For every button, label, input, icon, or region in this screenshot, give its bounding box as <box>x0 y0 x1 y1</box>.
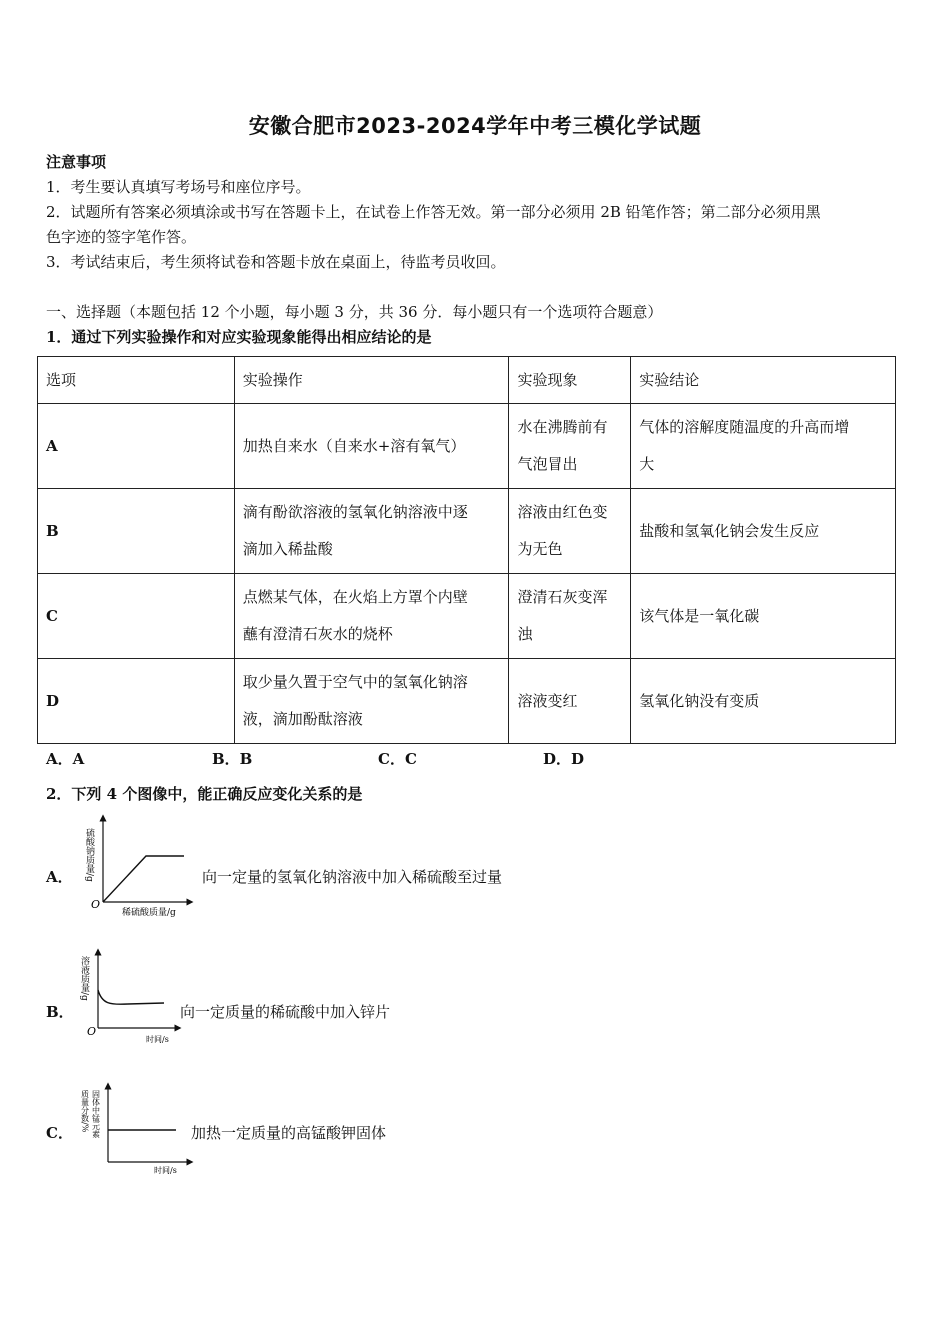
notice-item: 2．试题所有答案必须填涂或书写在答题卡上，在试卷上作答无效。第一部分必须用 2B 铅笔作答；第二部分必须用黑 <box>46 203 821 221</box>
table-row <box>38 574 896 659</box>
conclusion-cell: 盐酸和氢氧化钠会发生反应 <box>631 489 896 574</box>
phenomenon-cell: 澄清石灰变浑 浊 <box>509 574 631 659</box>
graph-c-ylabel-2: 质量分数/% <box>80 1090 90 1133</box>
option-cell: A <box>38 404 235 489</box>
graph-b-origin: O <box>87 1025 97 1038</box>
question-2-stem: 2．下列 4 个图像中，能正确反应变化关系的是 <box>46 785 363 803</box>
conclusion-cell: 该气体是一氧化碳 <box>631 574 896 659</box>
option-cell: D <box>38 659 235 744</box>
graph-a-desc: 向一定量的氢氧化钠溶液中加入稀硫酸至过量 <box>202 868 503 886</box>
page-title: 安徽合肥市2023-2024学年中考三模化学试题 <box>248 114 702 138</box>
conclusion-cell: 氢氧化钠没有变质 <box>631 659 896 744</box>
operation-cell: 取少量久置于空气中的氢氧化钠溶 液，滴加酚酞溶液 <box>234 659 509 744</box>
notice-heading: 注意事项 <box>46 153 107 171</box>
header-cell: 实验结论 <box>631 357 896 404</box>
graph-b-xlabel: 时间/s <box>146 1035 169 1044</box>
operation-cell: 点燃某气体，在火焰上方罩个内壁 蘸有澄清石灰水的烧杯 <box>234 574 509 659</box>
notice-item: 色字迹的签字笔作答。 <box>46 228 197 246</box>
phenomenon-cell: 溶液变红 <box>509 659 631 744</box>
phenomenon-cell: 溶液由红色变 为无色 <box>509 489 631 574</box>
graph-c-desc: 加热一定质量的高锰酸钾固体 <box>191 1124 387 1142</box>
choice-c: C．C <box>378 750 417 768</box>
graph-a <box>76 812 196 926</box>
question-1-stem: 1．通过下列实验操作和对应实验现象能得出相应结论的是 <box>46 328 432 346</box>
phenomenon-cell: 水在沸腾前有 气泡冒出 <box>509 404 631 489</box>
option-cell: B <box>38 489 235 574</box>
graph-b-desc: 向一定质量的稀硫酸中加入锌片 <box>180 1003 391 1021</box>
header-cell: 实验操作 <box>234 357 509 404</box>
operation-cell: 加热自来水（自来水+溶有氧气） <box>234 404 509 489</box>
graph-c <box>76 1080 196 1180</box>
table-row <box>38 404 896 489</box>
graph-a-curve <box>103 856 184 902</box>
table-header-row <box>38 357 896 404</box>
operation-cell: 滴有酚欲溶液的氢氧化钠溶液中逐 滴加入稀盐酸 <box>234 489 509 574</box>
notice-item: 1．考生要认真填写考场号和座位序号。 <box>46 178 311 196</box>
notice-item: 3．考试结束后，考生须将试卷和答题卡放在桌面上，待监考员收回。 <box>46 253 506 271</box>
graph-a-label: A． <box>46 868 73 886</box>
graph-a-ylabel: 硫酸钠质量/g <box>84 828 94 882</box>
graph-b <box>76 946 186 1050</box>
graph-b-curve <box>98 990 164 1004</box>
graph-b-label: B． <box>46 1003 74 1021</box>
graph-a-xlabel: 稀硫酸质量/g <box>122 908 176 918</box>
choice-a: A．A <box>46 750 85 768</box>
graph-a-origin: O <box>91 898 101 911</box>
choice-d: D．D <box>543 750 585 768</box>
graph-b-ylabel: 溶液质量/g <box>79 956 89 1001</box>
graph-c-label: C． <box>46 1124 73 1142</box>
option-cell: C <box>38 574 235 659</box>
graph-c-xlabel: 时间/s <box>154 1166 177 1175</box>
question-1-table <box>37 356 896 744</box>
header-cell: 实验现象 <box>509 357 631 404</box>
conclusion-cell: 气体的溶解度随温度的升高而增 大 <box>631 404 896 489</box>
table-row <box>38 489 896 574</box>
choice-b: B．B <box>212 750 253 768</box>
graph-c-ylabel-1: 固体中锰元素 <box>91 1090 101 1138</box>
table-row <box>38 659 896 744</box>
section-heading: 一、选择题（本题包括 12 个小题，每小题 3 分，共 36 分．每小题只有一个选项符合题意） <box>46 303 663 321</box>
header-cell: 选项 <box>38 357 235 404</box>
